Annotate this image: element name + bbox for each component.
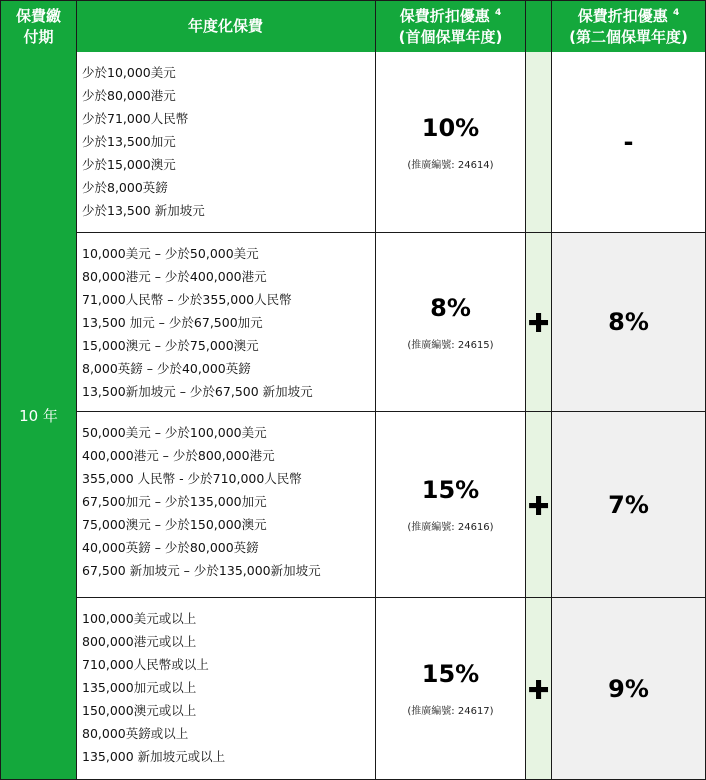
first-year-discount-cell (376, 412, 525, 597)
promo-code: (推廣編號: 24614) (407, 159, 494, 171)
premium-range-line: 67,500加元 – 少於135,000加元 (82, 494, 267, 509)
first-year-discount-cell (376, 52, 525, 232)
row-divider (76, 597, 705, 598)
column-divider (551, 1, 552, 779)
premium-range-line: 800,000港元或以上 (82, 634, 197, 649)
premium-range-line: 13,500 加元 – 少於67,500加元 (82, 315, 263, 330)
second-year-discount-cell: 8% (552, 233, 705, 411)
annual-premium-cell (77, 52, 375, 232)
premium-range-line: 少於13,500 新加坡元 (82, 203, 205, 218)
premium-range-line: 少於8,000英鎊 (82, 180, 168, 195)
annual-premium-cell (77, 412, 375, 597)
premium-range-line: 135,000加元或以上 (82, 680, 197, 695)
first-year-discount-percent: 15% (421, 660, 480, 688)
second-year-discount-cell: - (552, 52, 705, 232)
premium-range-line: 50,000美元 – 少於100,000美元 (82, 425, 267, 440)
premium-range-line: 少於71,000人民幣 (82, 111, 189, 126)
premium-range-line: 少於10,000美元 (82, 65, 176, 80)
row-divider (76, 232, 705, 233)
header-first-year-discount: 保費折扣優惠 $^4$ (首個保單年度) (376, 1, 525, 52)
premium-range-line: 10,000美元 – 少於50,000美元 (82, 246, 259, 261)
premium-range-line: 400,000港元 – 少於800,000港元 (82, 448, 275, 463)
second-year-discount-cell: 7% (552, 412, 705, 597)
first-year-discount-cell (376, 233, 525, 411)
premium-range-line: 13,500新加坡元 – 少於67,500 新加坡元 (82, 384, 313, 399)
footnote-4: 4 (672, 7, 680, 18)
premium-range-line: 40,000英鎊 – 少於80,000英鎊 (82, 540, 259, 555)
plus-icon: ✚ (527, 309, 550, 339)
premium-range-line: 710,000人民幣或以上 (82, 657, 209, 672)
plus-column (526, 52, 551, 779)
premium-range-line: 少於80,000港元 (82, 88, 176, 103)
premium-range-line: 8,000英鎊 – 少於40,000英鎊 (82, 361, 251, 376)
premium-range-line: 100,000美元或以上 (82, 611, 197, 626)
premium-range-line: 80,000英鎊或以上 (82, 726, 189, 741)
premium-range-line: 71,000人民幣 – 少於355,000人民幣 (82, 292, 292, 307)
annual-premium-cell (77, 598, 375, 779)
column-divider (375, 1, 376, 779)
header-second-year-discount: 保費折扣優惠 $^4$ (第二個保單年度) (552, 1, 705, 52)
first-year-discount-cell (376, 598, 525, 779)
premium-range-line: 67,500 新加坡元 – 少於135,000新加坡元 (82, 563, 321, 578)
row-divider (76, 411, 705, 412)
plus-icon: ✚ (527, 491, 550, 522)
premium-range-line: 少於13,500加元 (82, 134, 176, 149)
annual-premium-cell (77, 233, 375, 411)
footnote-4: 4 (494, 7, 502, 18)
promo-code: (推廣編號: 24616) (407, 522, 494, 533)
premium-range-line: 80,000港元 – 少於400,000港元 (82, 269, 267, 284)
premium-range-line: 150,000澳元或以上 (82, 703, 197, 718)
header-annualized-premium: 年度化保費 (76, 1, 375, 52)
header-plus-column (526, 1, 551, 52)
first-year-discount-percent: 8% (430, 293, 471, 322)
premium-range-line: 75,000澳元 – 少於150,000澳元 (82, 517, 267, 532)
column-divider (76, 1, 77, 779)
premium-range-line: 355,000 人民幣 - 少於710,000人民幣 (82, 471, 302, 486)
first-year-discount-percent: 15% (421, 476, 480, 504)
column-divider (525, 1, 526, 779)
promo-code: (推廣編號: 24617) (407, 706, 494, 717)
premium-range-line: 15,000澳元 – 少於75,000澳元 (82, 338, 259, 353)
header-payment-term: 保費繳 付期 (1, 1, 76, 52)
first-year-discount-percent: 10% (421, 113, 480, 142)
premium-range-line: 135,000 新加坡元或以上 (82, 749, 226, 764)
premium-range-line: 少於15,000澳元 (82, 157, 176, 172)
plus-icon: ✚ (527, 675, 550, 706)
payment-term-cell: 10 年 (1, 52, 76, 779)
promo-code: (推廣編號: 24615) (407, 339, 494, 351)
second-year-discount-cell: 9% (552, 598, 705, 779)
